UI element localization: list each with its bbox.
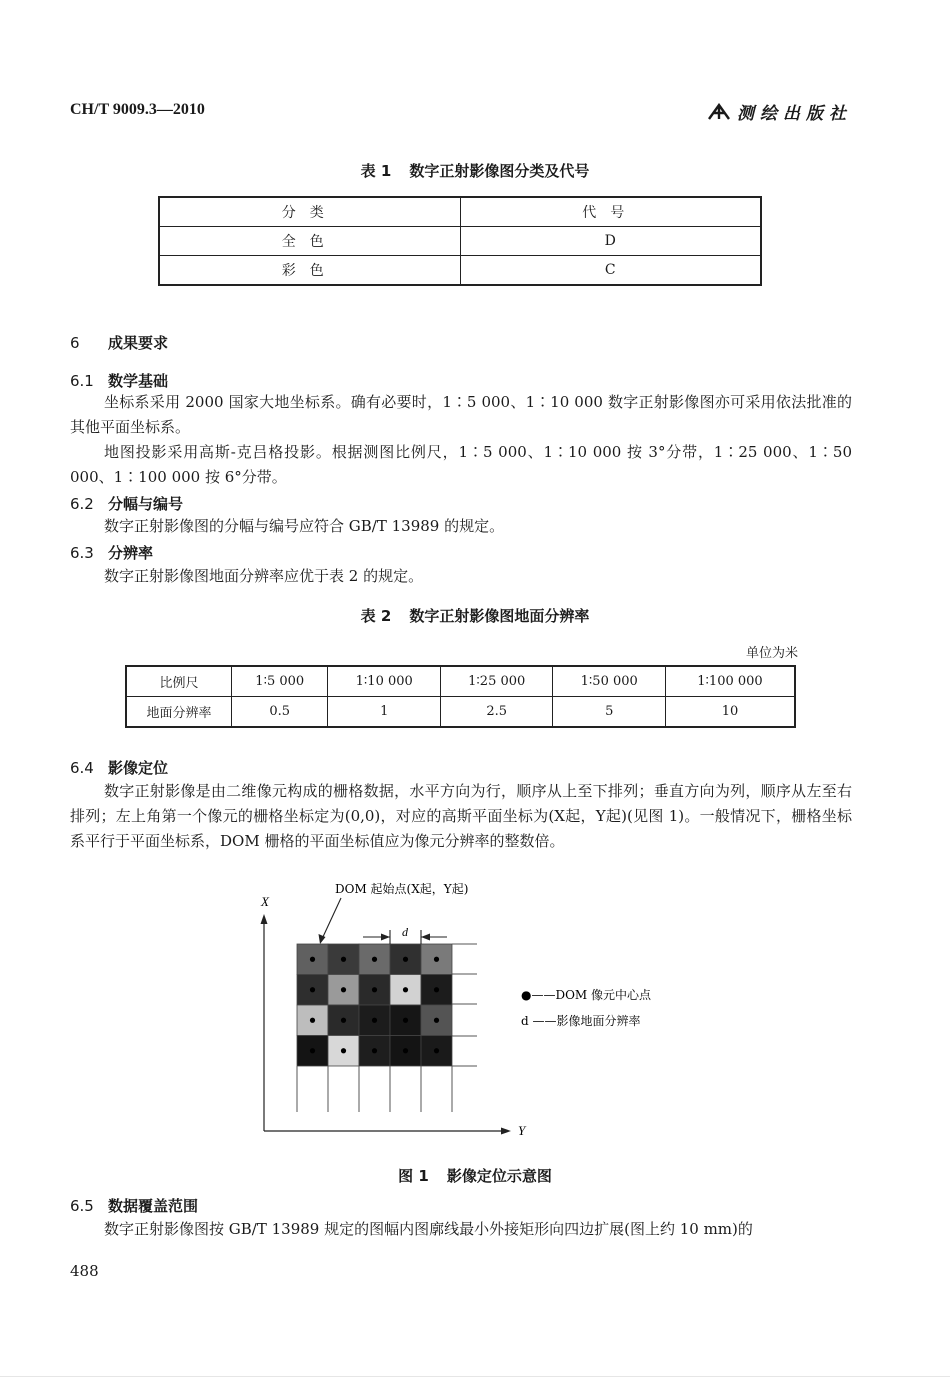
pixel-center-dot — [341, 1048, 346, 1053]
section-title: 分辨率 — [108, 544, 154, 562]
table-row — [159, 256, 761, 286]
section-title: 影像定位 — [108, 759, 169, 777]
section-number: 6.5 — [70, 1197, 94, 1215]
pixel-center-dot — [372, 957, 377, 962]
legend-center-point: ●——DOM 像元中心点 — [521, 988, 652, 1002]
section-number: 6.3 — [70, 544, 94, 562]
dimension-d-label: d — [402, 925, 408, 939]
section-title: 数学基础 — [108, 372, 169, 390]
table-cell: 比例尺 — [126, 666, 232, 697]
pixel-center-dot — [372, 987, 377, 992]
image-positioning-figure — [255, 876, 695, 1146]
figure1-caption — [0, 1165, 950, 1186]
pixel-center-dot — [341, 1018, 346, 1023]
pixel-center-dot — [341, 987, 346, 992]
table-cell: 1 — [328, 697, 441, 728]
footer-divider — [0, 1376, 950, 1377]
paragraph: 坐标系采用 2000 国家大地坐标系。确有必要时，1∶5 000、1∶10 000 数字正射影像图亦可采用依法批准的其他平面坐标系。 — [70, 393, 852, 436]
pixel-center-dot — [341, 957, 346, 962]
table-cell: 全色 — [159, 227, 460, 256]
legend-resolution: d ——影像地面分辨率 — [521, 1014, 641, 1028]
table-cell: 彩色 — [159, 256, 460, 286]
section-heading-6 — [70, 332, 168, 353]
paragraph: 数字正射影像图按 GB/T 13989 规定的图幅内图廓线最小外接矩形向四边扩展(图上约 10 mm)的 — [104, 1220, 753, 1238]
table-header-row — [159, 197, 761, 227]
origin-pointer — [322, 898, 341, 939]
section-number: 6 — [70, 334, 80, 352]
axis-y-label: Y — [518, 1123, 526, 1138]
table-cell: 2.5 — [440, 697, 553, 728]
table-row — [159, 227, 761, 256]
table-cell: 1∶25 000 — [440, 666, 553, 697]
pixel-center-dot — [434, 1018, 439, 1023]
table-cell: 5 — [553, 697, 666, 728]
origin-label: DOM 起始点(X起，Y起) — [335, 882, 469, 896]
table1-caption — [0, 160, 950, 181]
y-axis — [264, 1128, 511, 1135]
table-cell: D — [460, 227, 761, 256]
x-axis — [261, 914, 268, 1131]
publisher-logo — [707, 99, 852, 124]
table-cell: 1∶10 000 — [328, 666, 441, 697]
pixel-center-dot — [434, 957, 439, 962]
table-row — [126, 697, 795, 728]
table-cell: 0.5 — [232, 697, 328, 728]
publisher-emblem-icon — [707, 103, 731, 121]
classification-table — [158, 196, 762, 286]
section-number: 6.2 — [70, 495, 94, 513]
table-cell: 1∶50 000 — [553, 666, 666, 697]
table-cell: 10 — [665, 697, 795, 728]
resolution-table — [125, 665, 796, 728]
pixel-center-dot — [403, 1048, 408, 1053]
figure1-caption-label: 图 1 — [398, 1167, 429, 1185]
pixel-center-dot — [434, 987, 439, 992]
pixel-center-dot — [434, 1048, 439, 1053]
table1-caption-label: 表 1 — [360, 162, 392, 180]
section-number: 6.1 — [70, 372, 94, 390]
table2-caption-label: 表 2 — [360, 607, 392, 625]
pixel-center-dot — [310, 1048, 315, 1053]
page-number: 488 — [70, 1262, 99, 1280]
section-heading-6-4 — [70, 757, 168, 778]
figure1-caption-title: 影像定位示意图 — [446, 1167, 552, 1185]
pixel-center-dot — [310, 987, 315, 992]
table1-caption-title: 数字正射影像图分类及代号 — [409, 162, 590, 180]
dimension-arrow-left — [381, 934, 390, 941]
table-header-cell: 代号 — [460, 197, 761, 227]
standard-number: CH/T 9009.3—2010 — [70, 101, 205, 118]
table-row — [126, 666, 795, 697]
pixel-center-dot — [310, 957, 315, 962]
pixel-center-dot — [403, 987, 408, 992]
section-title: 数据覆盖范围 — [108, 1197, 199, 1215]
origin-arrowhead — [319, 934, 326, 944]
section-number: 6.4 — [70, 759, 94, 777]
publisher-name: 测绘出版社 — [737, 104, 852, 124]
axis-x-label: X — [261, 894, 269, 909]
pixel-center-dot — [372, 1018, 377, 1023]
section-heading-6-5 — [70, 1195, 198, 1216]
pixel-center-dot — [310, 1018, 315, 1023]
table-cell: C — [460, 256, 761, 286]
section-heading-6-3 — [70, 542, 153, 563]
table2-caption — [0, 605, 950, 626]
table-cell: 地面分辨率 — [126, 697, 232, 728]
pixel-center-dot — [372, 1048, 377, 1053]
pixel-center-dot — [403, 1018, 408, 1023]
paragraph: 数字正射影像图的分幅与编号应符合 GB/T 13989 的规定。 — [104, 517, 505, 535]
section-title: 分幅与编号 — [108, 495, 184, 513]
table2-unit: 单位为米 — [745, 646, 798, 661]
table-cell: 1∶5 000 — [232, 666, 328, 697]
paragraph: 数字正射影像图地面分辨率应优于表 2 的规定。 — [104, 567, 424, 585]
dimension-arrow-right — [421, 934, 430, 941]
table2-caption-title: 数字正射影像图地面分辨率 — [409, 607, 590, 625]
section-title: 成果要求 — [108, 334, 169, 352]
table-header-cell: 分类 — [159, 197, 460, 227]
pixel-grid — [297, 944, 452, 1066]
table-cell: 1∶100 000 — [665, 666, 795, 697]
section-heading-6-1 — [70, 370, 168, 391]
paragraph: 数字正射影像是由二维像元构成的栅格数据，水平方向为行，顺序从上至下排列；垂直方向为列，顺序从左至右排列；左上角第一个像元的栅格坐标定为(0,0)，对应的高斯平面坐标为(X起，Y起)(见图 1)。一般情况下，栅格坐标系平行于平面坐标系，DOM 栅格的平面坐标值应为像元分辨率的整数倍。 — [70, 782, 852, 850]
section-heading-6-2 — [70, 493, 183, 514]
paragraph: 地图投影采用高斯-克吕格投影。根据测图比例尺，1∶5 000、1∶10 000 按 3°分带，1∶25 000、1∶50 000、1∶100 000 按 6°分带。 — [70, 443, 852, 486]
pixel-center-dot — [403, 957, 408, 962]
